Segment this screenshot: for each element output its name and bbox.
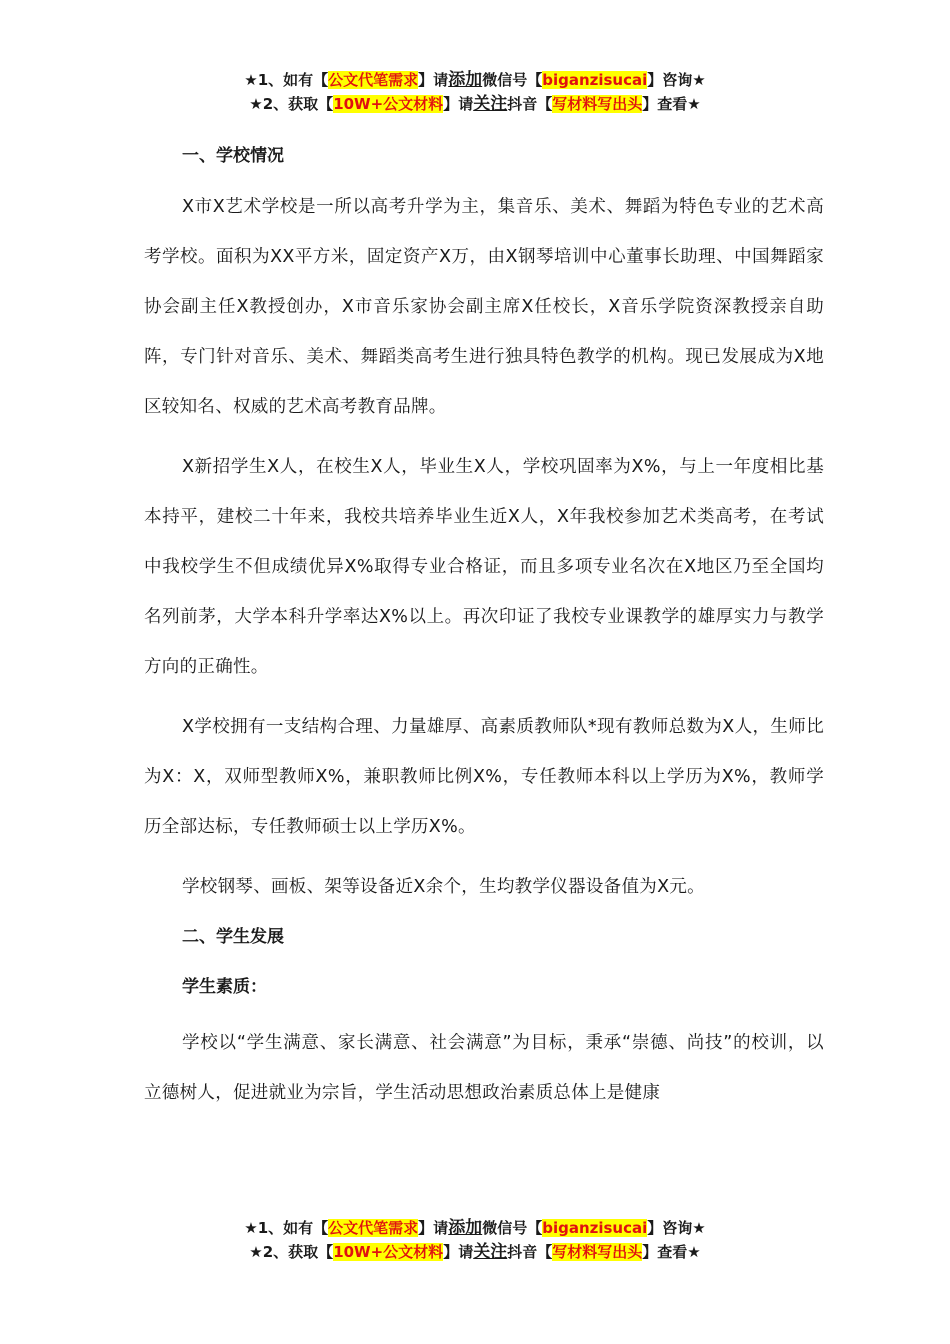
paragraph-teachers: X学校拥有一支结构合理、力量雄厚、高素质教师队*现有教师总数为X人，生师比为X：X，双师型教师X%，兼职教师比例X%，专任教师本科以上学历为X%，教师学历全部达标，专任教师硕士以上学历X%。	[144, 717, 824, 837]
paragraph-student-quality: 学校以“学生满意、家长满意、社会满意”为目标，秉承“崇德、尚技”的校训，以立德树人，促进就业为宗旨，学生活动思想政治素质总体上是健康	[144, 1033, 824, 1103]
header-banner	[0, 68, 950, 116]
paragraph-equipment: 学校钢琴、画板、架等设备近X余个，生均教学仪器设备值为X元。	[182, 877, 705, 897]
banner-text: ★1、如有【	[244, 1219, 329, 1237]
banner-text: 】请	[443, 1243, 474, 1261]
banner-text: 微信号【	[482, 1219, 543, 1237]
banner-line-2	[0, 1240, 950, 1264]
banner-text: ★1、如有【	[244, 71, 329, 89]
banner-text: 微信号【	[482, 71, 543, 89]
banner-emphasis: 关注	[473, 1242, 508, 1262]
paragraph-enrollment: X新招学生X人，在校生X人，毕业生X人，学校巩固率为X%，与上一年度相比基本持平，建校二十年来，我校共培养毕业生近X人，X年我校参加艺术类高考，在考试中我校学生不但成绩优异X%取得专业合格证，而且多项专业名次在X地区乃至全国均名列前茅，大学本科升学率达X%以上。再次印证了我校专业课教学的雄厚实力与教学方向的正确性。	[144, 457, 824, 677]
banner-text: ★2、获取【	[249, 1243, 334, 1261]
highlight-materials: 10W+公文材料	[333, 95, 444, 113]
document-body	[144, 142, 824, 1118]
banner-text: 】咨询★	[647, 71, 706, 89]
highlight-materials: 10W+公文材料	[333, 1243, 444, 1261]
banner-line-1	[0, 1216, 950, 1240]
subheading-student-quality: 学生素质：	[182, 977, 267, 997]
banner-emphasis: 添加	[448, 1218, 483, 1238]
banner-text: 】查看★	[642, 1243, 701, 1261]
highlight-service: 公文代笔需求	[328, 71, 419, 89]
highlight-douyin-id: 写材料写出头	[552, 95, 643, 113]
banner-text: 抖音【	[507, 95, 553, 113]
banner-text: 】请	[443, 95, 474, 113]
banner-text: 】咨询★	[647, 1219, 706, 1237]
banner-emphasis: 添加	[448, 70, 483, 90]
section-heading-school: 一、学校情况	[182, 146, 284, 166]
banner-text: 】请	[418, 1219, 449, 1237]
section-heading-students: 二、学生发展	[182, 927, 284, 947]
highlight-service: 公文代笔需求	[328, 1219, 419, 1237]
banner-emphasis: 关注	[473, 94, 508, 114]
highlight-wechat-id: biganzisucai	[542, 1219, 648, 1237]
banner-text: 】查看★	[642, 95, 701, 113]
footer-banner	[0, 1216, 950, 1264]
banner-line-1	[0, 68, 950, 92]
banner-line-2	[0, 92, 950, 116]
paragraph-school-intro: X市X艺术学校是一所以高考升学为主，集音乐、美术、舞蹈为特色专业的艺术高考学校。面积为XX平方米，固定资产X万，由X钢琴培训中心董事长助理、中国舞蹈家协会副主任X教授创办，X市音乐家协会副主席X任校长，X音乐学院资深教授亲自助阵，专门针对音乐、美术、舞蹈类高考生进行独具特色教学的机构。现已发展成为X地区较知名、权威的艺术高考教育品牌。	[144, 197, 824, 417]
highlight-wechat-id: biganzisucai	[542, 71, 648, 89]
banner-text: 】请	[418, 71, 449, 89]
banner-text: 抖音【	[507, 1243, 553, 1261]
banner-text: ★2、获取【	[249, 95, 334, 113]
highlight-douyin-id: 写材料写出头	[552, 1243, 643, 1261]
